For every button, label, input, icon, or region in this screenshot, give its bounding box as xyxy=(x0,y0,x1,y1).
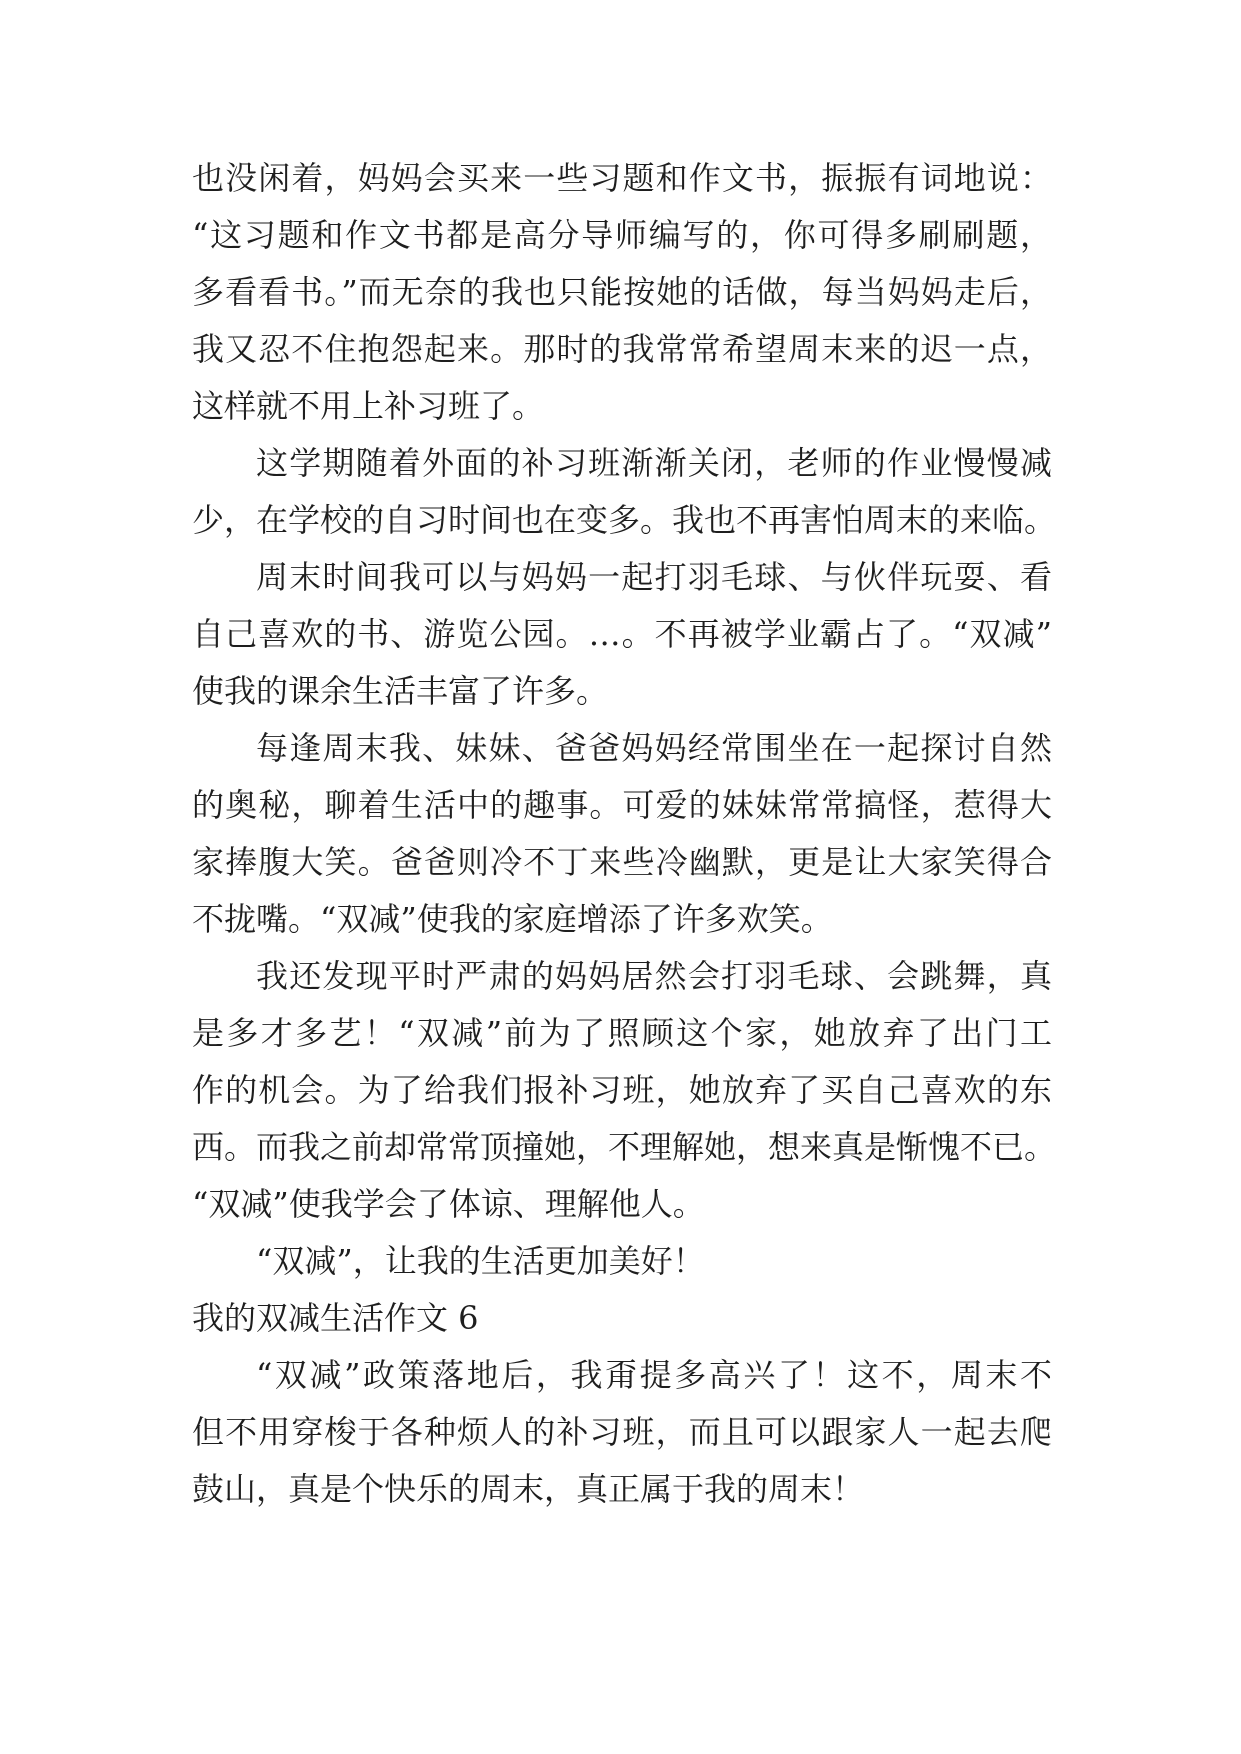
text-line: 我又忍不住抱怨起来。那时的我常常希望周末来的迟一点， xyxy=(192,330,1052,368)
text-line: 多看看书。”而无奈的我也只能按她的话做，每当妈妈走后， xyxy=(192,273,1052,311)
text-line: 不拢嘴。“双减”使我的家庭增添了许多欢笑。 xyxy=(192,900,833,938)
text-line: 作的机会。为了给我们报补习班，她放弃了买自己喜欢的东 xyxy=(192,1071,1052,1109)
text-line: “双减”使我学会了体谅、理解他人。 xyxy=(192,1185,705,1223)
text-line: 每逢周末我、妹妹、爸爸妈妈经常围坐在一起探讨自然 xyxy=(256,729,1052,767)
essay-text xyxy=(192,150,1057,1518)
text-line: 也没闲着，妈妈会买来一些习题和作文书，振振有词地说： xyxy=(192,159,1052,197)
text-line: 使我的课余生活丰富了许多。 xyxy=(192,672,609,710)
text-line: 少，在学校的自习时间也在变多。我也不再害怕周末的来临。 xyxy=(192,501,1057,539)
text-line: 是多才多艺！“双减”前为了照顾这个家，她放弃了出门工 xyxy=(192,1014,1052,1052)
text-line: 我还发现平时严肃的妈妈居然会打羽毛球、会跳舞，真 xyxy=(256,957,1052,995)
text-line: 鼓山，真是个快乐的周末，真正属于我的周末！ xyxy=(192,1470,865,1508)
text-line: 但不用穿梭于各种烦人的补习班，而且可以跟家人一起去爬 xyxy=(192,1413,1052,1451)
text-line: “双减”政策落地后，我甭提多高兴了！这不，周末不 xyxy=(256,1356,1052,1394)
text-line: 这样就不用上补习班了。 xyxy=(192,387,545,425)
text-line: “双减”，让我的生活更加美好！ xyxy=(256,1242,705,1280)
text-line: “这习题和作文书都是高分导师编写的，你可得多刷刷题， xyxy=(192,216,1052,254)
text-line: 的奥秘，聊着生活中的趣事。可爱的妹妹常常搞怪，惹得大 xyxy=(192,786,1052,824)
text-line: 自己喜欢的书、游览公园。…。不再被学业霸占了。“双减” xyxy=(192,615,1052,653)
text-line: 西。而我之前却常常顶撞她，不理解她，想来真是惭愧不已。 xyxy=(192,1128,1057,1166)
text-line: 家捧腹大笑。爸爸则冷不丁来些冷幽默，更是让大家笑得合 xyxy=(192,843,1052,881)
text-line: 这学期随着外面的补习班渐渐关闭，老师的作业慢慢减 xyxy=(256,444,1052,482)
text-line: 周末时间我可以与妈妈一起打羽毛球、与伙伴玩耍、看 xyxy=(256,558,1052,596)
section-heading: 我的双减生活作文 6 xyxy=(192,1299,479,1337)
